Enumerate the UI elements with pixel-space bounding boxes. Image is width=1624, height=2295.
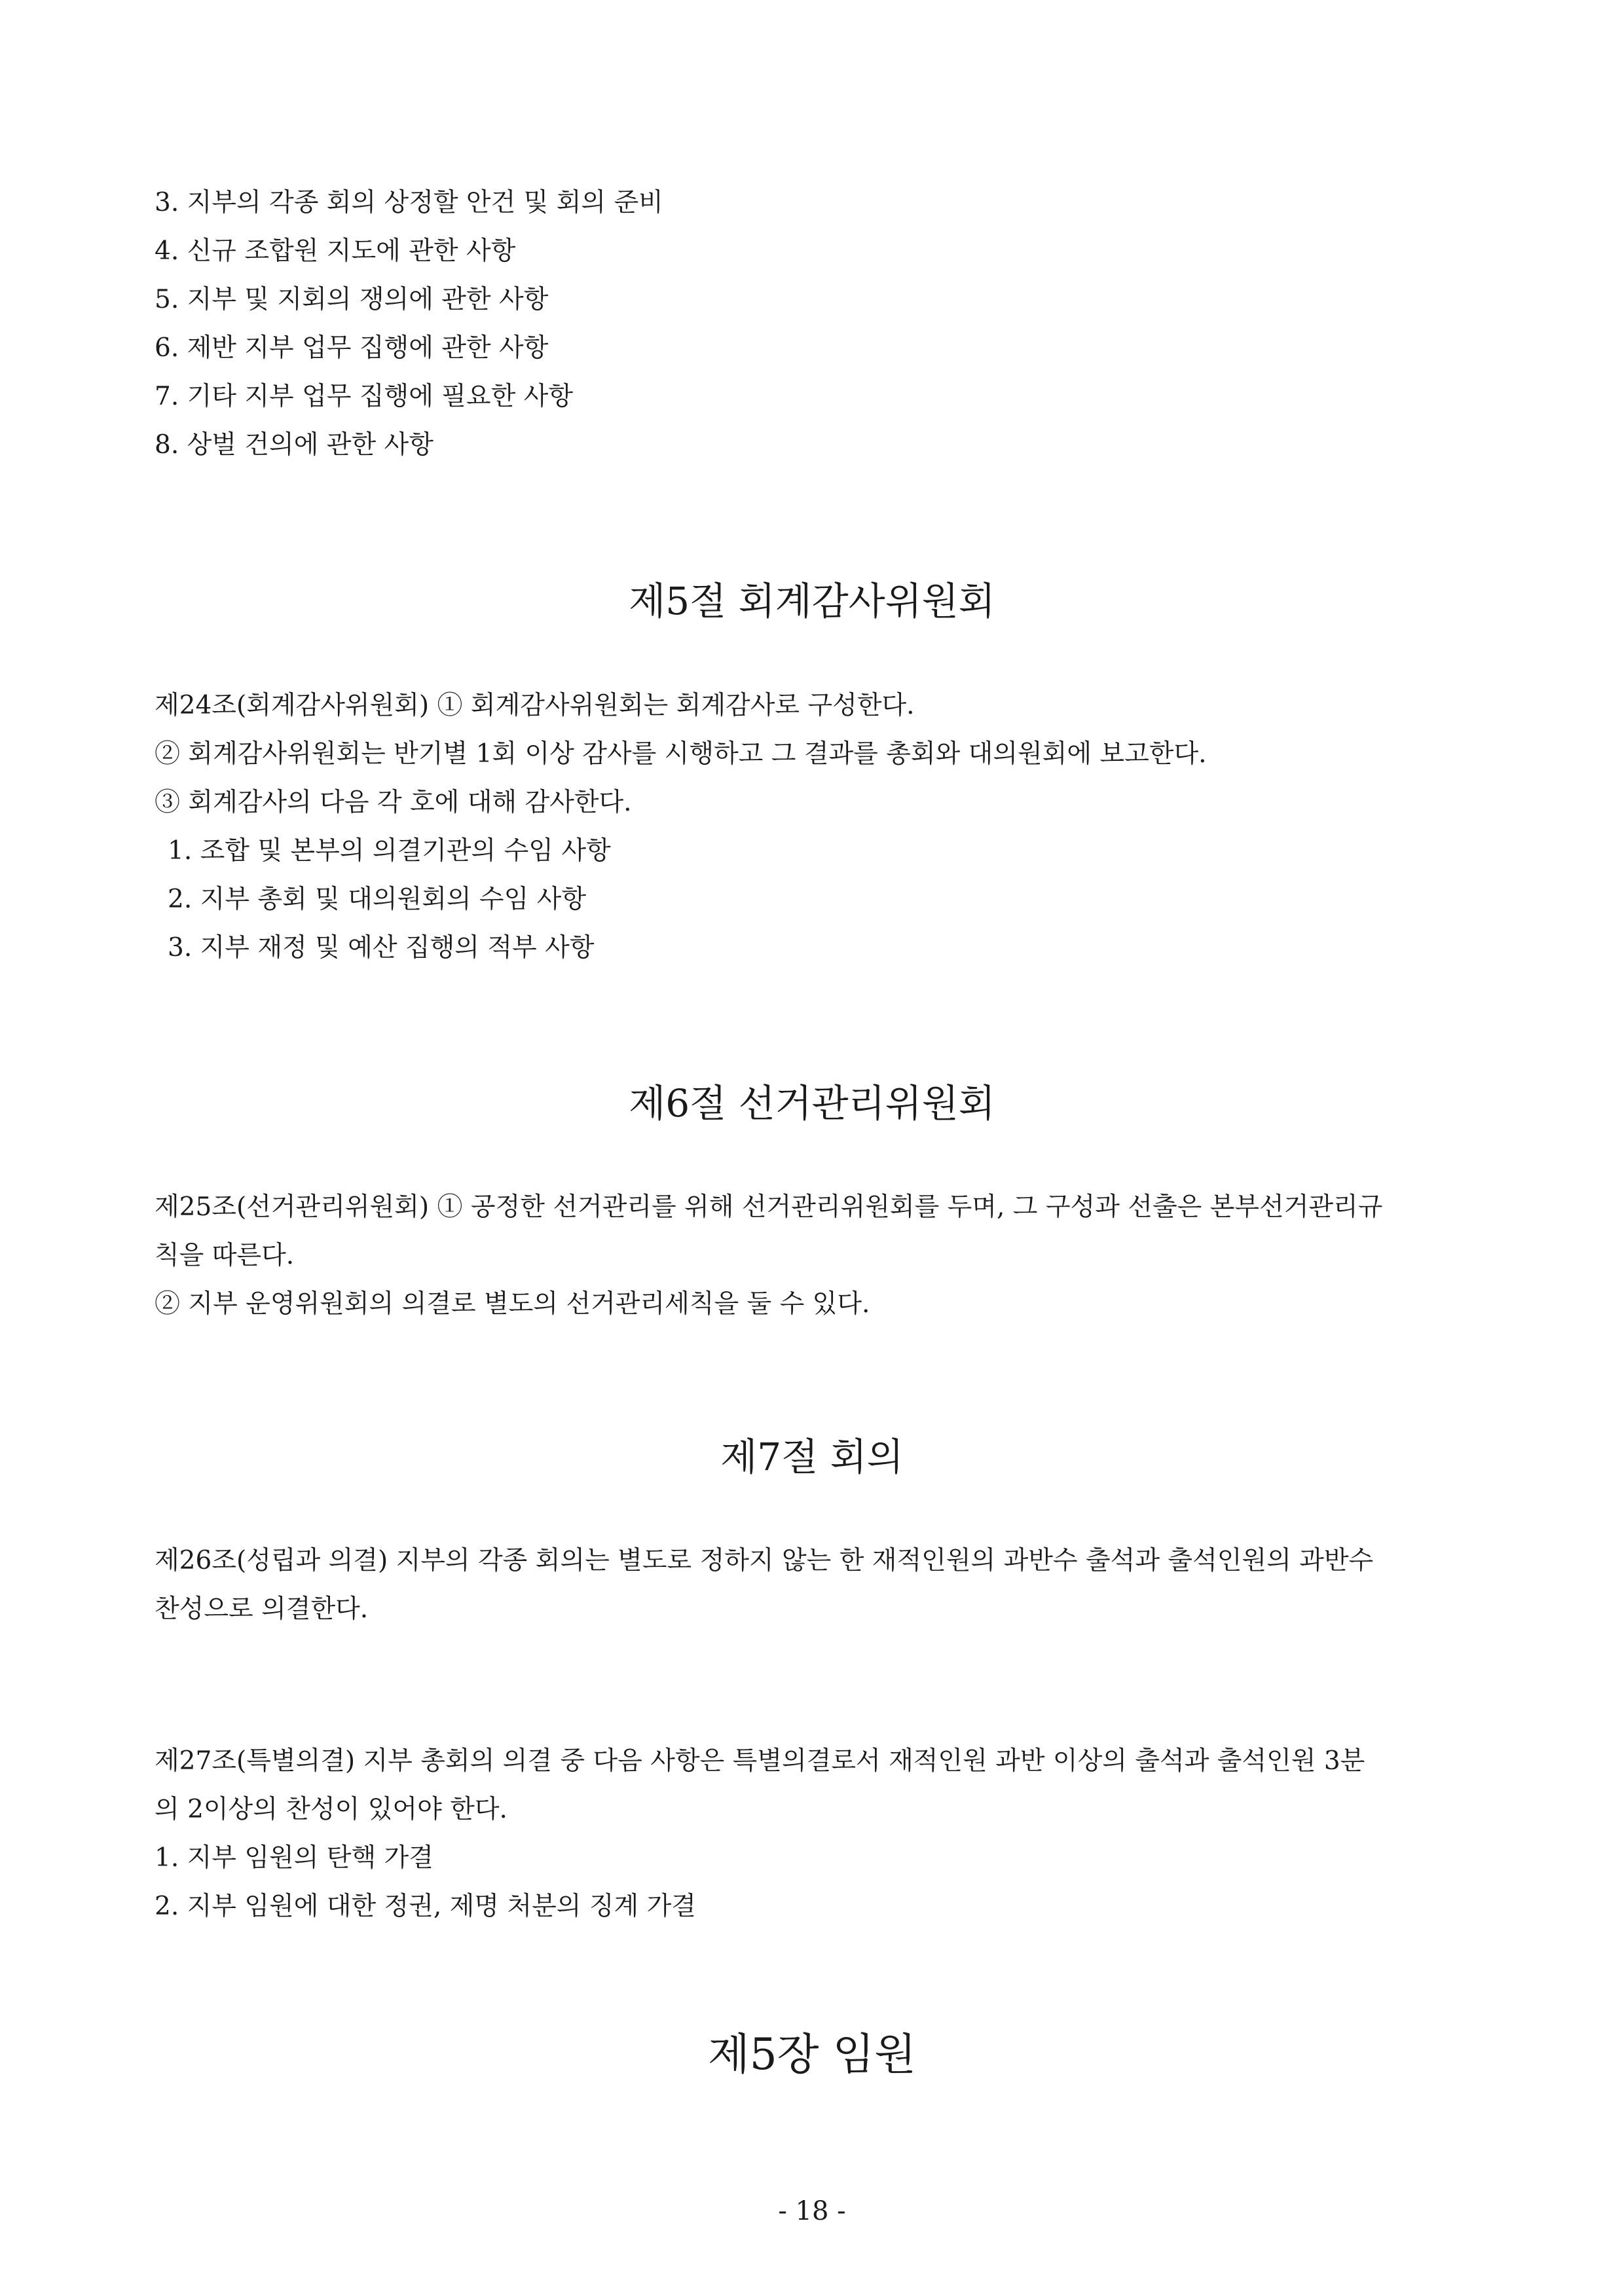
section-heading: 제5절 회계감사위원회 [629,579,995,623]
article-text: 제26조(성립과 의결) 지부의 각종 회의는 별도로 정하지 않는 한 재적인원의 과반수 출석과 출석인원의 과반수 [155,1546,1374,1575]
list-item: 8. 상벌 건의에 관한 사항 [155,430,434,460]
article-paragraph: ② 지부 운영위원회의 의결로 별도의 선거관리세칙을 둘 수 있다. [155,1289,870,1319]
article-text: 찬성으로 의결한다. [155,1594,369,1624]
article-text: 칙을 따른다. [155,1241,295,1270]
list-item: 1. 지부 임원의 탄핵 가결 [155,1843,434,1873]
list-item: 1. 조합 및 본부의 의결기관의 수임 사항 [168,836,611,866]
article-text: 제25조(선거관리위원회) ① 공정한 선거관리를 위해 선거관리위원회를 두며, 그 구성과 선출은 본부선거관리규 [155,1192,1383,1222]
list-item: 2. 지부 임원에 대한 정권, 제명 처분의 징계 가결 [155,1892,696,1921]
list-item: 3. 지부 재정 및 예산 집행의 적부 사항 [168,933,595,963]
list-item: 7. 기타 지부 업무 집행에 필요한 사항 [155,382,574,411]
list-item: 3. 지부의 각종 회의 상정할 안건 및 회의 준비 [155,188,663,217]
article-text: 제24조(회계감사위원회) ① 회계감사위원회는 회계감사로 구성한다. [155,691,915,720]
list-item: 6. 제반 지부 업무 집행에 관한 사항 [155,333,549,363]
page-number: - 18 - [778,2196,846,2226]
article-paragraph: ③ 회계감사의 다음 각 호에 대해 감사한다. [155,788,632,817]
list-item: 5. 지부 및 지회의 쟁의에 관한 사항 [155,285,549,314]
list-item: 2. 지부 총회 및 대의원회의 수임 사항 [168,885,587,914]
article-paragraph: ② 회계감사위원회는 반기별 1회 이상 감사를 시행하고 그 결과를 총회와 대의원회에 보고한다. [155,739,1207,769]
section-heading: 제7절 회의 [720,1435,904,1479]
chapter-heading: 제5장 임원 [708,2029,916,2080]
list-item: 4. 신규 조합원 지도에 관한 사항 [155,236,516,266]
article-text: 의 2이상의 찬성이 있어야 한다. [155,1795,507,1824]
article-text: 제27조(특별의결) 지부 총회의 의결 중 다음 사항은 특별의결로서 재적인원 과반 이상의 출석과 출석인원 3분 [155,1746,1365,1776]
section-heading: 제6절 선거관리위원회 [629,1081,995,1126]
